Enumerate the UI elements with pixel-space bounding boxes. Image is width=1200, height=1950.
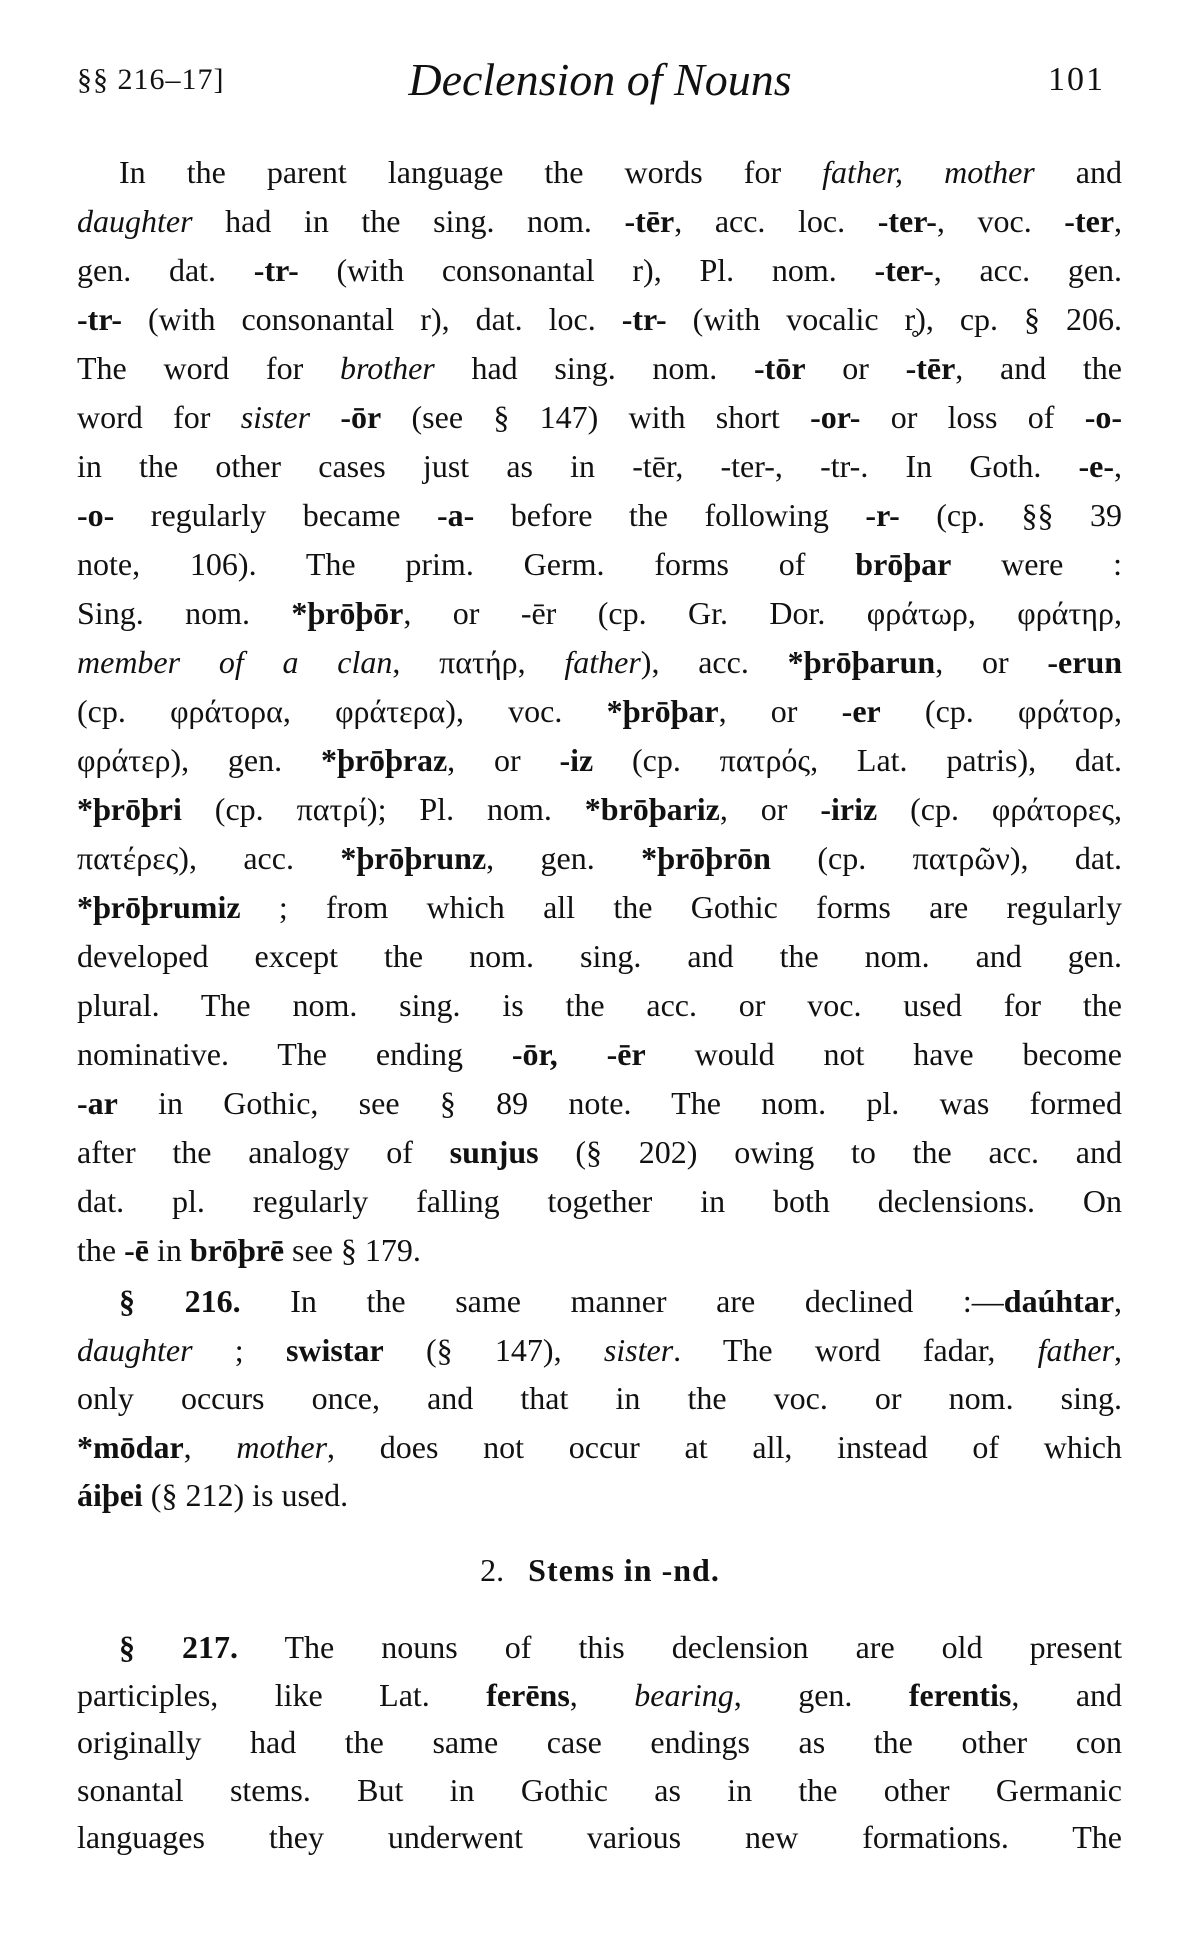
text-line — [77, 1471, 1122, 1519]
text-run: , or -ēr (cp. Gr. Dor. φράτωρ, φράτηρ, — [403, 595, 1123, 631]
text-run: , acc. gen. — [933, 252, 1123, 288]
text-run: sonantal stems. But in Gothic as in the other Germanic — [77, 1771, 1122, 1808]
section-heading-text: Stems in -nd. — [528, 1552, 720, 1588]
bold-term: *þrōþar — [606, 693, 719, 729]
text-run: , does not occur at all, instead of which — [327, 1428, 1123, 1465]
italic-gloss: father — [564, 644, 641, 680]
text-run: or — [805, 350, 906, 386]
text-run: . The word fadar, — [673, 1331, 1038, 1368]
text-run: , and the — [955, 350, 1122, 386]
text-run: dat. pl. regularly falling together in both declensions. On — [77, 1183, 1122, 1219]
bold-term: -or- — [810, 399, 861, 435]
text-run: ; — [192, 1331, 286, 1368]
text-line — [77, 589, 1122, 637]
text-run: nominative. The ending — [77, 1036, 512, 1072]
text-run: (cp. πατρί); Pl. nom. — [181, 791, 585, 827]
text-run: languages they underwent various new formations. The — [77, 1819, 1122, 1855]
italic-gloss: sister — [603, 1331, 674, 1368]
text-line — [77, 1177, 1122, 1225]
bold-term: -tr- — [253, 252, 299, 288]
text-line — [77, 1326, 1122, 1374]
text-run: plural. The nom. sing. is the acc. or voc. used for the — [77, 987, 1122, 1023]
italic-gloss: mother — [236, 1428, 328, 1465]
text-line — [77, 1766, 1122, 1814]
text-line — [119, 148, 1122, 196]
text-line — [77, 1030, 1122, 1078]
bold-term: -e- — [1078, 448, 1114, 484]
text-run: (cp. φράτορα, φράτερα), voc. — [77, 693, 607, 729]
text-line — [77, 883, 1122, 931]
text-line — [119, 1623, 1122, 1671]
page-number: 101 — [1048, 61, 1105, 98]
text-run — [903, 154, 944, 190]
text-run: (with vocalic r̥), cp. § 206. — [666, 301, 1123, 337]
bold-term: -r- — [865, 497, 900, 533]
text-run: Sing. nom. — [77, 595, 292, 631]
text-run: , voc. — [936, 203, 1065, 239]
text-line — [77, 344, 1122, 392]
text-run: πατέρες), acc. — [77, 840, 341, 876]
bold-term: -ter- — [874, 252, 934, 288]
text-run: , — [1114, 203, 1123, 239]
bold-term: *brōþariz — [584, 791, 720, 827]
text-run: before the following — [474, 497, 866, 533]
text-run: ), acc. — [640, 644, 788, 680]
section-heading-number: 2. — [480, 1552, 505, 1588]
bold-term: -o- — [77, 497, 115, 533]
text-run: had in the sing. nom. — [192, 203, 625, 239]
text-run: or loss of — [860, 399, 1085, 435]
bold-term: -ar — [77, 1085, 118, 1121]
bold-term: ferentis — [908, 1676, 1012, 1713]
bold-term: -ter- — [877, 203, 937, 239]
text-run: only occurs once, and that in the voc. or nom. sing. — [77, 1380, 1122, 1416]
italic-gloss: daughter — [77, 203, 193, 239]
text-run: (§ 147), — [383, 1331, 604, 1368]
bold-term: -tēr — [905, 350, 956, 386]
bold-term: *þrōþri — [77, 791, 182, 827]
italic-gloss: daughter — [77, 1331, 193, 1368]
bold-term: -tēr — [624, 203, 675, 239]
bold-term: *þrōþrumiz — [77, 889, 241, 925]
text-run: originally had the same case endings as the other con — [77, 1724, 1122, 1760]
bold-term: -ōr, -ēr — [511, 1036, 646, 1072]
text-line — [77, 1813, 1122, 1861]
bold-term: -ter — [1064, 203, 1115, 239]
text-line — [77, 638, 1122, 686]
bold-term: -a- — [436, 497, 475, 533]
text-line — [77, 1079, 1122, 1127]
text-run: the — [77, 1232, 125, 1268]
bold-term: § 217. — [119, 1629, 239, 1665]
italic-gloss: brother — [339, 350, 435, 386]
italic-gloss: father — [1037, 1331, 1115, 1368]
text-run: (§ 212) is used. — [142, 1477, 349, 1513]
bold-term: *þrōþrōn — [641, 840, 771, 876]
text-run: In the parent language the words for — [119, 154, 823, 190]
bold-term: daúhtar — [1003, 1283, 1115, 1319]
bold-term: -er — [841, 693, 881, 729]
text-run: had sing. nom. — [434, 350, 754, 386]
italic-gloss: bearing — [634, 1676, 734, 1713]
text-run: , or — [719, 791, 821, 827]
text-line — [77, 785, 1122, 833]
text-line — [77, 1671, 1122, 1719]
text-line — [77, 687, 1122, 735]
text-run: , acc. loc. — [674, 203, 878, 239]
text-line — [77, 295, 1122, 343]
text-run: , or — [935, 644, 1048, 680]
text-line — [77, 246, 1122, 294]
text-run: in Gothic, see § 89 note. The nom. pl. was formed — [117, 1085, 1122, 1121]
bold-term: *þrōþrunz — [340, 840, 487, 876]
text-run: (see § 147) with short — [381, 399, 811, 435]
text-line — [77, 1128, 1122, 1176]
text-run: , πατήρ, — [392, 644, 565, 680]
bold-term: brōþar — [855, 546, 952, 582]
text-run: (cp. πατρός, Lat. patris), dat. — [593, 742, 1123, 778]
running-head-section-ref: §§ 216–17] — [77, 63, 225, 96]
text-run: , — [1114, 448, 1122, 484]
text-run: gen. dat. — [77, 252, 254, 288]
text-run: (cp. §§ 39 — [899, 497, 1123, 533]
text-run: , or — [447, 742, 560, 778]
text-run: would not have become — [645, 1036, 1123, 1072]
text-run: (with consonantal r), dat. loc. — [121, 301, 622, 337]
text-run: The nouns of this declension are old present — [238, 1629, 1122, 1665]
text-line — [77, 1374, 1122, 1422]
text-run: (cp. φράτορες, — [877, 791, 1123, 827]
text-run: word for — [77, 399, 241, 435]
italic-gloss: mother — [944, 154, 1035, 190]
text-run: and — [1034, 154, 1122, 190]
text-run: developed except the nom. sing. and the nom. and gen. — [77, 938, 1122, 974]
bold-term: *þrōþraz — [320, 742, 448, 778]
text-run: in the other cases just as in -tēr, -ter-, -tr-. In Goth. — [77, 448, 1079, 484]
text-run: , gen. — [733, 1676, 909, 1713]
bold-term: -o- — [1084, 399, 1123, 435]
text-line — [77, 197, 1122, 245]
text-run: , — [1114, 1283, 1123, 1319]
text-line — [77, 393, 1122, 441]
bold-term: *þrōþarun — [787, 644, 936, 680]
text-run: after the analogy of — [77, 1134, 450, 1170]
text-run: (with consonantal r), Pl. nom. — [298, 252, 875, 288]
text-run: , — [569, 1676, 635, 1713]
text-line — [77, 1718, 1122, 1766]
text-run: (§ 202) owing to the acc. and — [538, 1134, 1123, 1170]
text-line — [77, 1226, 1122, 1274]
text-run: were : — [951, 546, 1123, 582]
text-run: , — [1114, 1331, 1123, 1368]
text-run: note, 106). The prim. Germ. forms of — [77, 546, 856, 582]
italic-gloss: member of a clan — [77, 644, 393, 680]
text-run: φράτερ), gen. — [77, 742, 321, 778]
text-line — [77, 932, 1122, 980]
section-heading — [0, 1546, 1200, 1594]
text-run: ; from which all the Gothic forms are regularly — [240, 889, 1122, 925]
bold-term: sunjus — [449, 1134, 539, 1170]
bold-term: -tr- — [77, 301, 122, 337]
text-line — [77, 540, 1122, 588]
text-run: , or — [718, 693, 842, 729]
italic-gloss: sister — [240, 399, 311, 435]
text-line — [77, 736, 1122, 784]
text-run: participles, like Lat. — [77, 1676, 487, 1713]
bold-term: -tr- — [621, 301, 667, 337]
text-run: , gen. — [486, 840, 642, 876]
text-run: (cp. πατρῶν), dat. — [770, 840, 1123, 876]
text-line — [77, 834, 1122, 882]
text-line — [77, 1423, 1122, 1471]
running-head-title: Declension of Nouns — [408, 54, 792, 105]
text-run: The word for — [77, 350, 340, 386]
bold-term: áiþei — [77, 1477, 143, 1513]
bold-term: -iz — [559, 742, 594, 778]
text-line — [77, 442, 1122, 490]
text-run: (cp. φράτορ, — [880, 693, 1123, 729]
text-run: see § 179. — [284, 1232, 421, 1268]
bold-term: -tōr — [754, 350, 806, 386]
bold-term: -iriz — [820, 791, 878, 827]
bold-term: § 216. — [119, 1283, 241, 1319]
bold-term: *þrōþōr — [291, 595, 404, 631]
bold-term: brōþrē — [189, 1232, 285, 1268]
text-run — [310, 399, 340, 435]
text-line — [77, 981, 1122, 1029]
text-run: In the same manner are declined :— — [240, 1283, 1004, 1319]
bold-term: swistar — [285, 1331, 384, 1368]
text-run: in — [148, 1232, 190, 1268]
text-run: , — [183, 1428, 237, 1465]
bold-term: -ōr — [340, 399, 382, 435]
text-run: , and — [1011, 1676, 1123, 1713]
bold-term: *mōdar — [77, 1428, 184, 1465]
bold-term: -ē — [124, 1232, 149, 1268]
text-line — [119, 1277, 1122, 1325]
text-run: regularly became — [114, 497, 437, 533]
text-line — [77, 491, 1122, 539]
bold-term: ferēns — [486, 1676, 570, 1713]
italic-gloss: father, — [822, 154, 904, 190]
bold-term: -erun — [1047, 644, 1123, 680]
